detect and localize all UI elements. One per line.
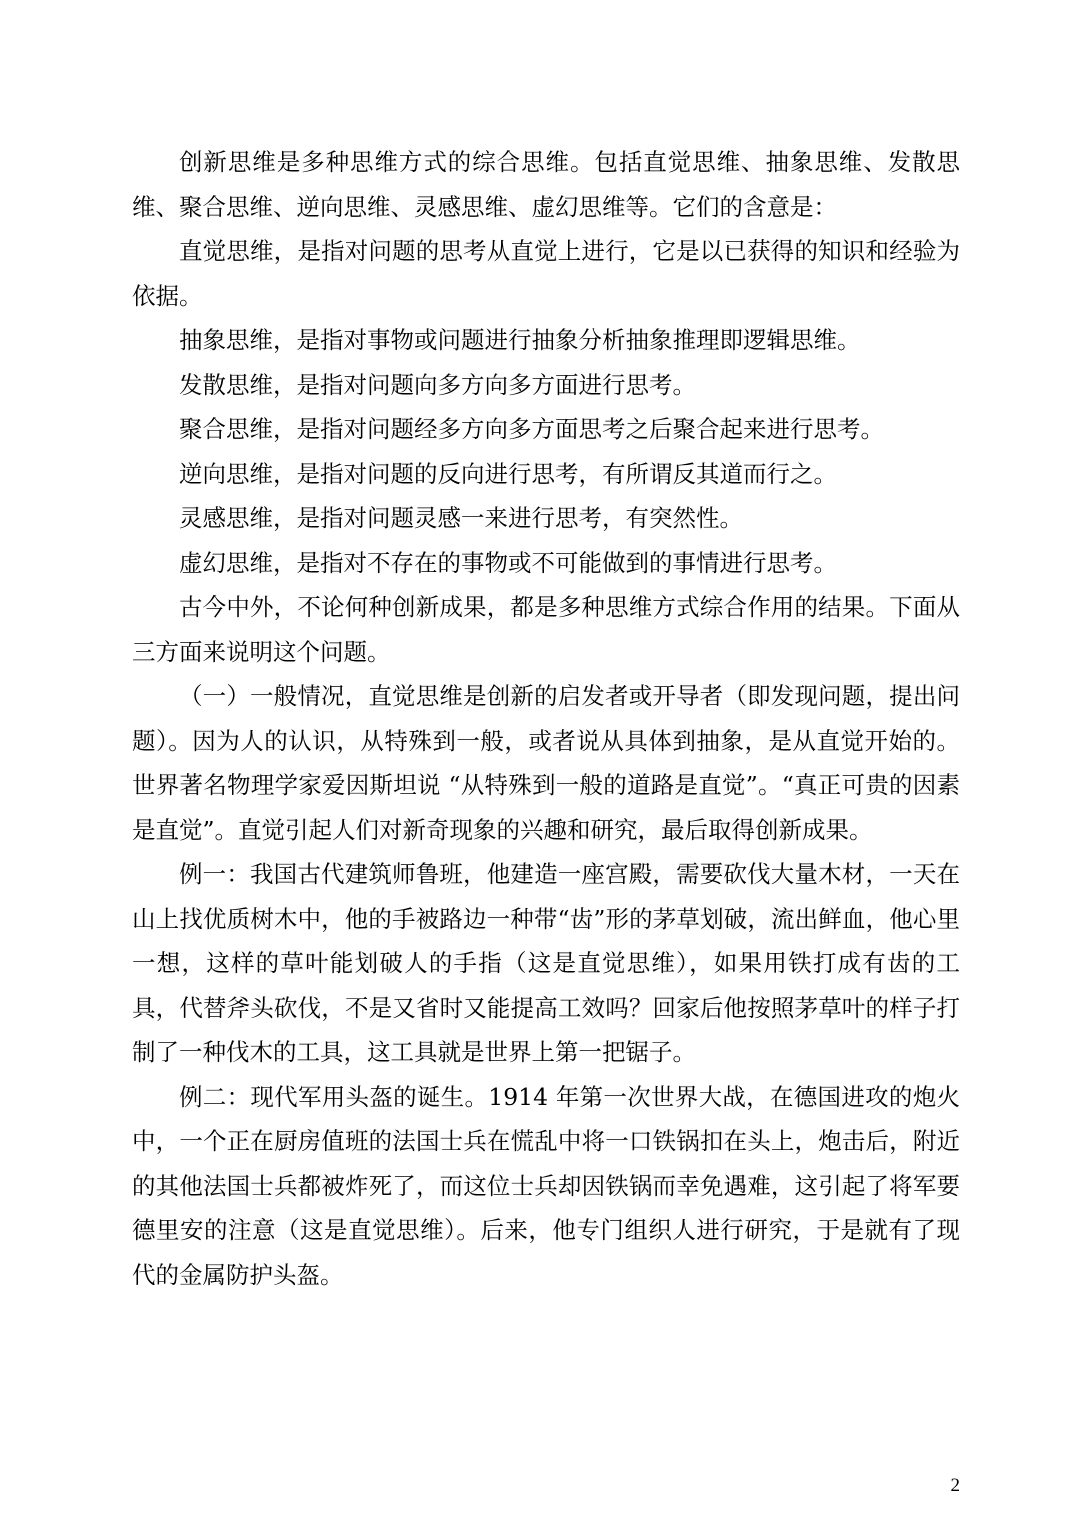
paragraph-abstract-thinking: 抽象思维，是指对事物或问题进行抽象分析抽象推理即逻辑思维。 bbox=[179, 326, 861, 354]
paragraph-illusory-thinking: 虚幻思维，是指对不存在的事物或不可能做到的事情进行思考。 bbox=[179, 548, 837, 577]
paragraph-divergent-thinking: 发散思维，是指对问题向多方向多方面进行思考。 bbox=[179, 370, 696, 399]
paragraph-reverse-thinking: 逆向思维，是指对问题的反向进行思考，有所谓反其道而行之。 bbox=[179, 459, 837, 488]
page-number: 2 bbox=[950, 1475, 960, 1496]
paragraph-section-one: （一）一般情况，直觉思维是创新的启发者或开导者（即发现问题，提出问题）。因为人的认识，从特殊到一般，或者说从具体到抽象，是从直觉开始的。世界著名物理学家爱因斯坦说 “从特殊到一般的道路是直觉”。“真正可贵的因素是直觉”。直觉引起人们对新奇现象的兴趣和研究，最后取得创新成果。 bbox=[132, 682, 960, 844]
paragraph-convergent-thinking: 聚合思维，是指对问题经多方向多方面思考之后聚合起来进行思考。 bbox=[179, 415, 884, 443]
paragraph-intuitive-thinking: 直觉思维，是指对问题的思考从直觉上进行，它是以已获得的知识和经验为依据。 bbox=[132, 237, 960, 310]
paragraph-summary: 古今中外，不论何种创新成果，都是多种思维方式综合作用的结果。下面从三方面来说明这个问题。 bbox=[132, 593, 960, 666]
paragraph-example-one: 例一：我国古代建筑师鲁班，他建造一座宫殿，需要砍伐大量木材，一天在山上找优质树木中，他的手被路边一种带“齿”形的茅草划破，流出鲜血，他心里一想，这样的草叶能划破人的手指（这是直觉思维），如果用铁打成有齿的工具，代替斧头砍伐，不是又省时又能提高工效吗？回家后他按照茅草叶的样子打制了一种伐木的工具，这工具就是世界上第一把锯子。 bbox=[132, 860, 960, 1066]
body-text bbox=[132, 140, 960, 1297]
paragraph-intro: 创新思维是多种思维方式的综合思维。包括直觉思维、抽象思维、发散思维、聚合思维、逆向思维、灵感思维、虚幻思维等。它们的含意是： bbox=[132, 148, 960, 221]
paragraph-inspiration-thinking: 灵感思维，是指对问题灵感一来进行思考，有突然性。 bbox=[179, 504, 743, 532]
paragraph-example-two: 例二：现代军用头盔的诞生。1914 年第一次世界大战，在德国进攻的炮火中，一个正在厨房值班的法国士兵在慌乱中将一口铁锅扣在头上，炮击后，附近的其他法国士兵都被炸死了，而这位士兵却因铁锅而幸免遇难，这引起了将军要德里安的注意（这是直觉思维）。后来，他专门组织人进行研究，于是就有了现代的金属防护头盔。 bbox=[132, 1082, 960, 1289]
